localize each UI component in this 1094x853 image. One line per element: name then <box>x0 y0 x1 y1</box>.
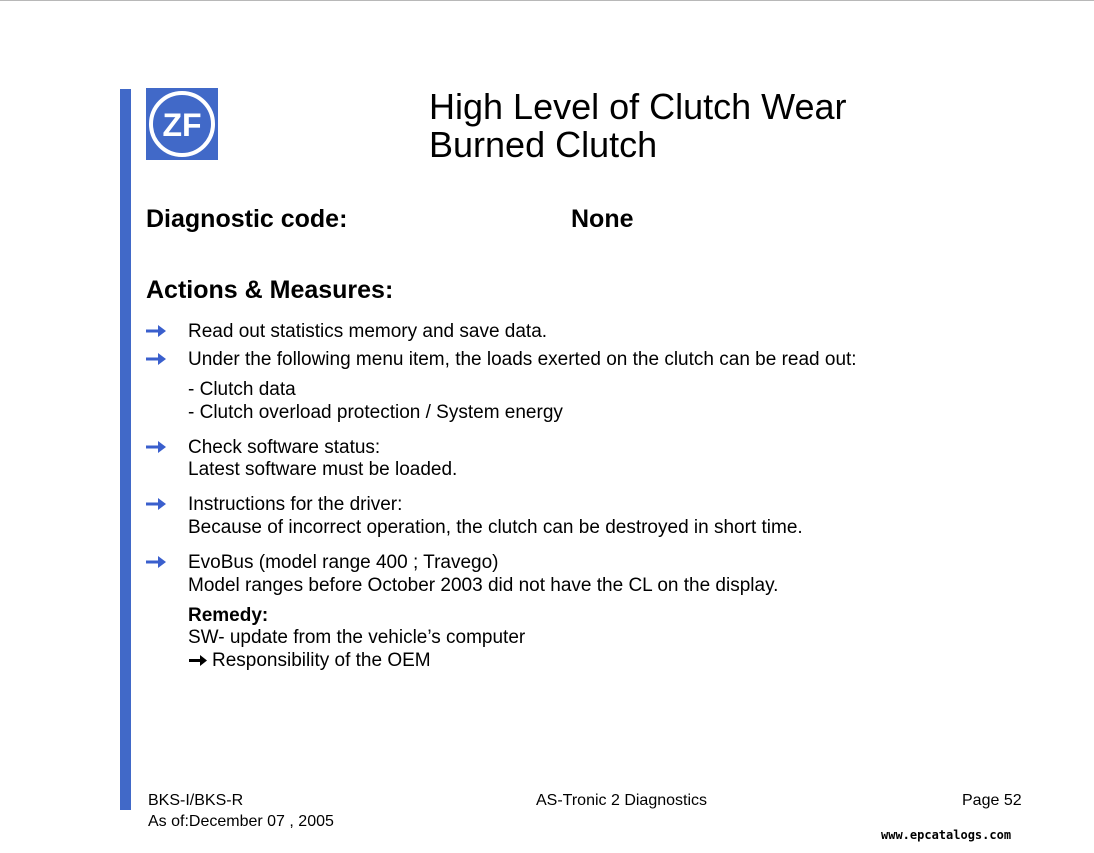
footer-center-title: AS-Tronic 2 Diagnostics <box>536 792 708 809</box>
watermark-text: www.epcatalogs.com <box>881 828 1012 842</box>
title-line-1: High Level of Clutch Wear <box>429 86 847 127</box>
bullet-arrow-icon <box>145 555 167 569</box>
page-title <box>429 88 847 164</box>
action-item-5-line-1: EvoBus (model range 400 ; Travego) <box>188 552 499 573</box>
actions-heading: Actions & Measures: <box>146 276 394 304</box>
bullet-arrow-icon <box>145 440 167 454</box>
title-line-2: Burned Clutch <box>429 124 658 165</box>
remedy-line-2 <box>188 649 431 672</box>
remedy-line-1: SW- update from the vehicle’s computer <box>188 627 526 648</box>
arrow-right-icon <box>188 654 208 667</box>
action-item-4-line-1: Instructions for the driver: <box>188 494 403 515</box>
action-item-5-line-2: Model ranges before October 2003 did not have the CL on the display. <box>188 575 779 596</box>
zf-logo <box>146 88 218 160</box>
diagnostic-code-value: None <box>571 205 634 233</box>
action-item-3-line-2: Latest software must be loaded. <box>188 459 458 480</box>
footer-page-number: Page 52 <box>962 792 1022 809</box>
action-item-2-line-1: Under the following menu item, the loads exerted on the clutch can be read out: <box>188 349 857 370</box>
action-item-2-line-2: - Clutch data <box>188 379 296 400</box>
action-item-2-line-3: - Clutch overload protection / System energy <box>188 402 563 423</box>
action-item-4-line-2: Because of incorrect operation, the clutch can be destroyed in short time. <box>188 517 803 538</box>
diagnostic-code-label: Diagnostic code: <box>146 205 348 233</box>
action-item-1-line-1: Read out statistics memory and save data. <box>188 321 548 342</box>
bullet-arrow-icon <box>145 352 167 366</box>
action-item-3-line-1: Check software status: <box>188 437 381 458</box>
bullet-arrow-icon <box>145 324 167 338</box>
footer-date: As of:December 07 , 2005 <box>148 813 334 830</box>
zf-logo-text: ZF <box>162 107 202 143</box>
footer-document-id: BKS-I/BKS-R <box>148 792 244 809</box>
remedy-line-2-text: Responsibility of the OEM <box>212 650 431 671</box>
bullet-arrow-icon <box>145 497 167 511</box>
footer-left <box>148 790 334 832</box>
remedy-label: Remedy: <box>188 605 269 626</box>
side-accent-bar <box>120 89 131 810</box>
top-rule <box>0 0 1094 1</box>
